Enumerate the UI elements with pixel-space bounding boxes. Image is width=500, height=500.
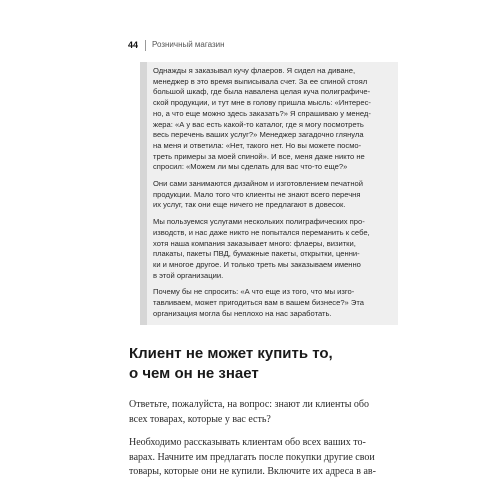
section-heading-line: Клиент не может купить то, — [129, 345, 333, 362]
story-line: менеджер в это время выписывала счет. За ее спиной стоял — [153, 76, 368, 86]
story-line: плакаты, пакеты ПВД, бумажные пакеты, открытки, ценни- — [153, 249, 360, 259]
header-divider — [145, 40, 146, 51]
story-line: Однажды я заказывал кучу флаеров. Я сидел на диване, — [153, 66, 356, 75]
story-line: Мы пользуемся услугами нескольких полиграфических про- — [153, 217, 365, 227]
story-line: в этой организации. — [153, 270, 224, 280]
story-paragraph — [153, 66, 398, 173]
body-line: варах. Начните им предлагать после покупки другие свои — [129, 451, 375, 463]
story-line: на меня и ответила: «Нет, такого нет. Но вы можете посмо- — [153, 140, 362, 150]
section-heading-line: о чем он не знает — [129, 365, 259, 382]
story-line: Они сами занимаются дизайном и изготовлением печатной — [153, 179, 364, 189]
story-line: большой шкаф, где была навалена целая куча полиграфиче- — [153, 87, 371, 97]
running-header — [128, 40, 460, 54]
body-line: Необходимо рассказывать клиентам обо всех ваших то- — [129, 437, 366, 448]
story-line: хотя наша компания заказывает много: флаеры, визитки, — [153, 238, 356, 248]
body-paragraph — [129, 436, 401, 480]
body-line: Ответьте, пожалуйста, на вопрос: знают ли клиенты обо — [129, 399, 370, 410]
story-sidebar — [140, 62, 398, 325]
story-paragraph — [153, 179, 398, 211]
story-line: Почему бы не спросить: «А что еще из того, что мы изго- — [153, 287, 355, 297]
story-line: ской продукции, и тут мне в голову пришла мысль: «Интерес- — [153, 98, 371, 108]
story-line: тавливаем, может пригодиться вам в вашем бизнесе?» Эта — [153, 298, 364, 308]
body-line: товары, которые они не купили. Включите их адреса в ав- — [129, 466, 376, 477]
story-line: их услуг, так они еще ничего не предлагают в довесок. — [153, 200, 346, 210]
body-line: всех товарах, которые у вас есть? — [129, 413, 271, 425]
story-line: организация могла бы неплохо на нас заработать. — [153, 308, 332, 318]
page-number: 44 — [128, 40, 139, 50]
story-paragraph — [153, 217, 398, 281]
story-line: жера: «А у вас есть какой-то каталог, где я могу посмотреть — [153, 119, 364, 129]
story-line: спросил: «Можем ли мы сделать для вас что-то еще?» — [153, 162, 348, 172]
story-paragraph — [153, 287, 398, 319]
body-text — [129, 398, 401, 489]
story-line: ки и многое другое. И только треть мы заказываем именно — [153, 259, 361, 269]
story-line: но, а что еще можно здесь заказать?» Я спрашиваю у менед- — [153, 108, 371, 118]
running-head-title: Розничный магазин — [152, 40, 225, 49]
story-line: изводств, и нас даже никто не попытался переманить к себе, — [153, 227, 370, 237]
section-heading — [129, 344, 409, 384]
story-line: весь перечень ваших услуг?» Менеджер загадочно глянула — [153, 130, 364, 140]
body-paragraph — [129, 398, 401, 427]
story-line: треть примеры за моей спиной». И все, меня даже никто не — [153, 151, 365, 161]
story-line: продукции. Мало того что клиенты не знают всего перечня — [153, 189, 361, 199]
